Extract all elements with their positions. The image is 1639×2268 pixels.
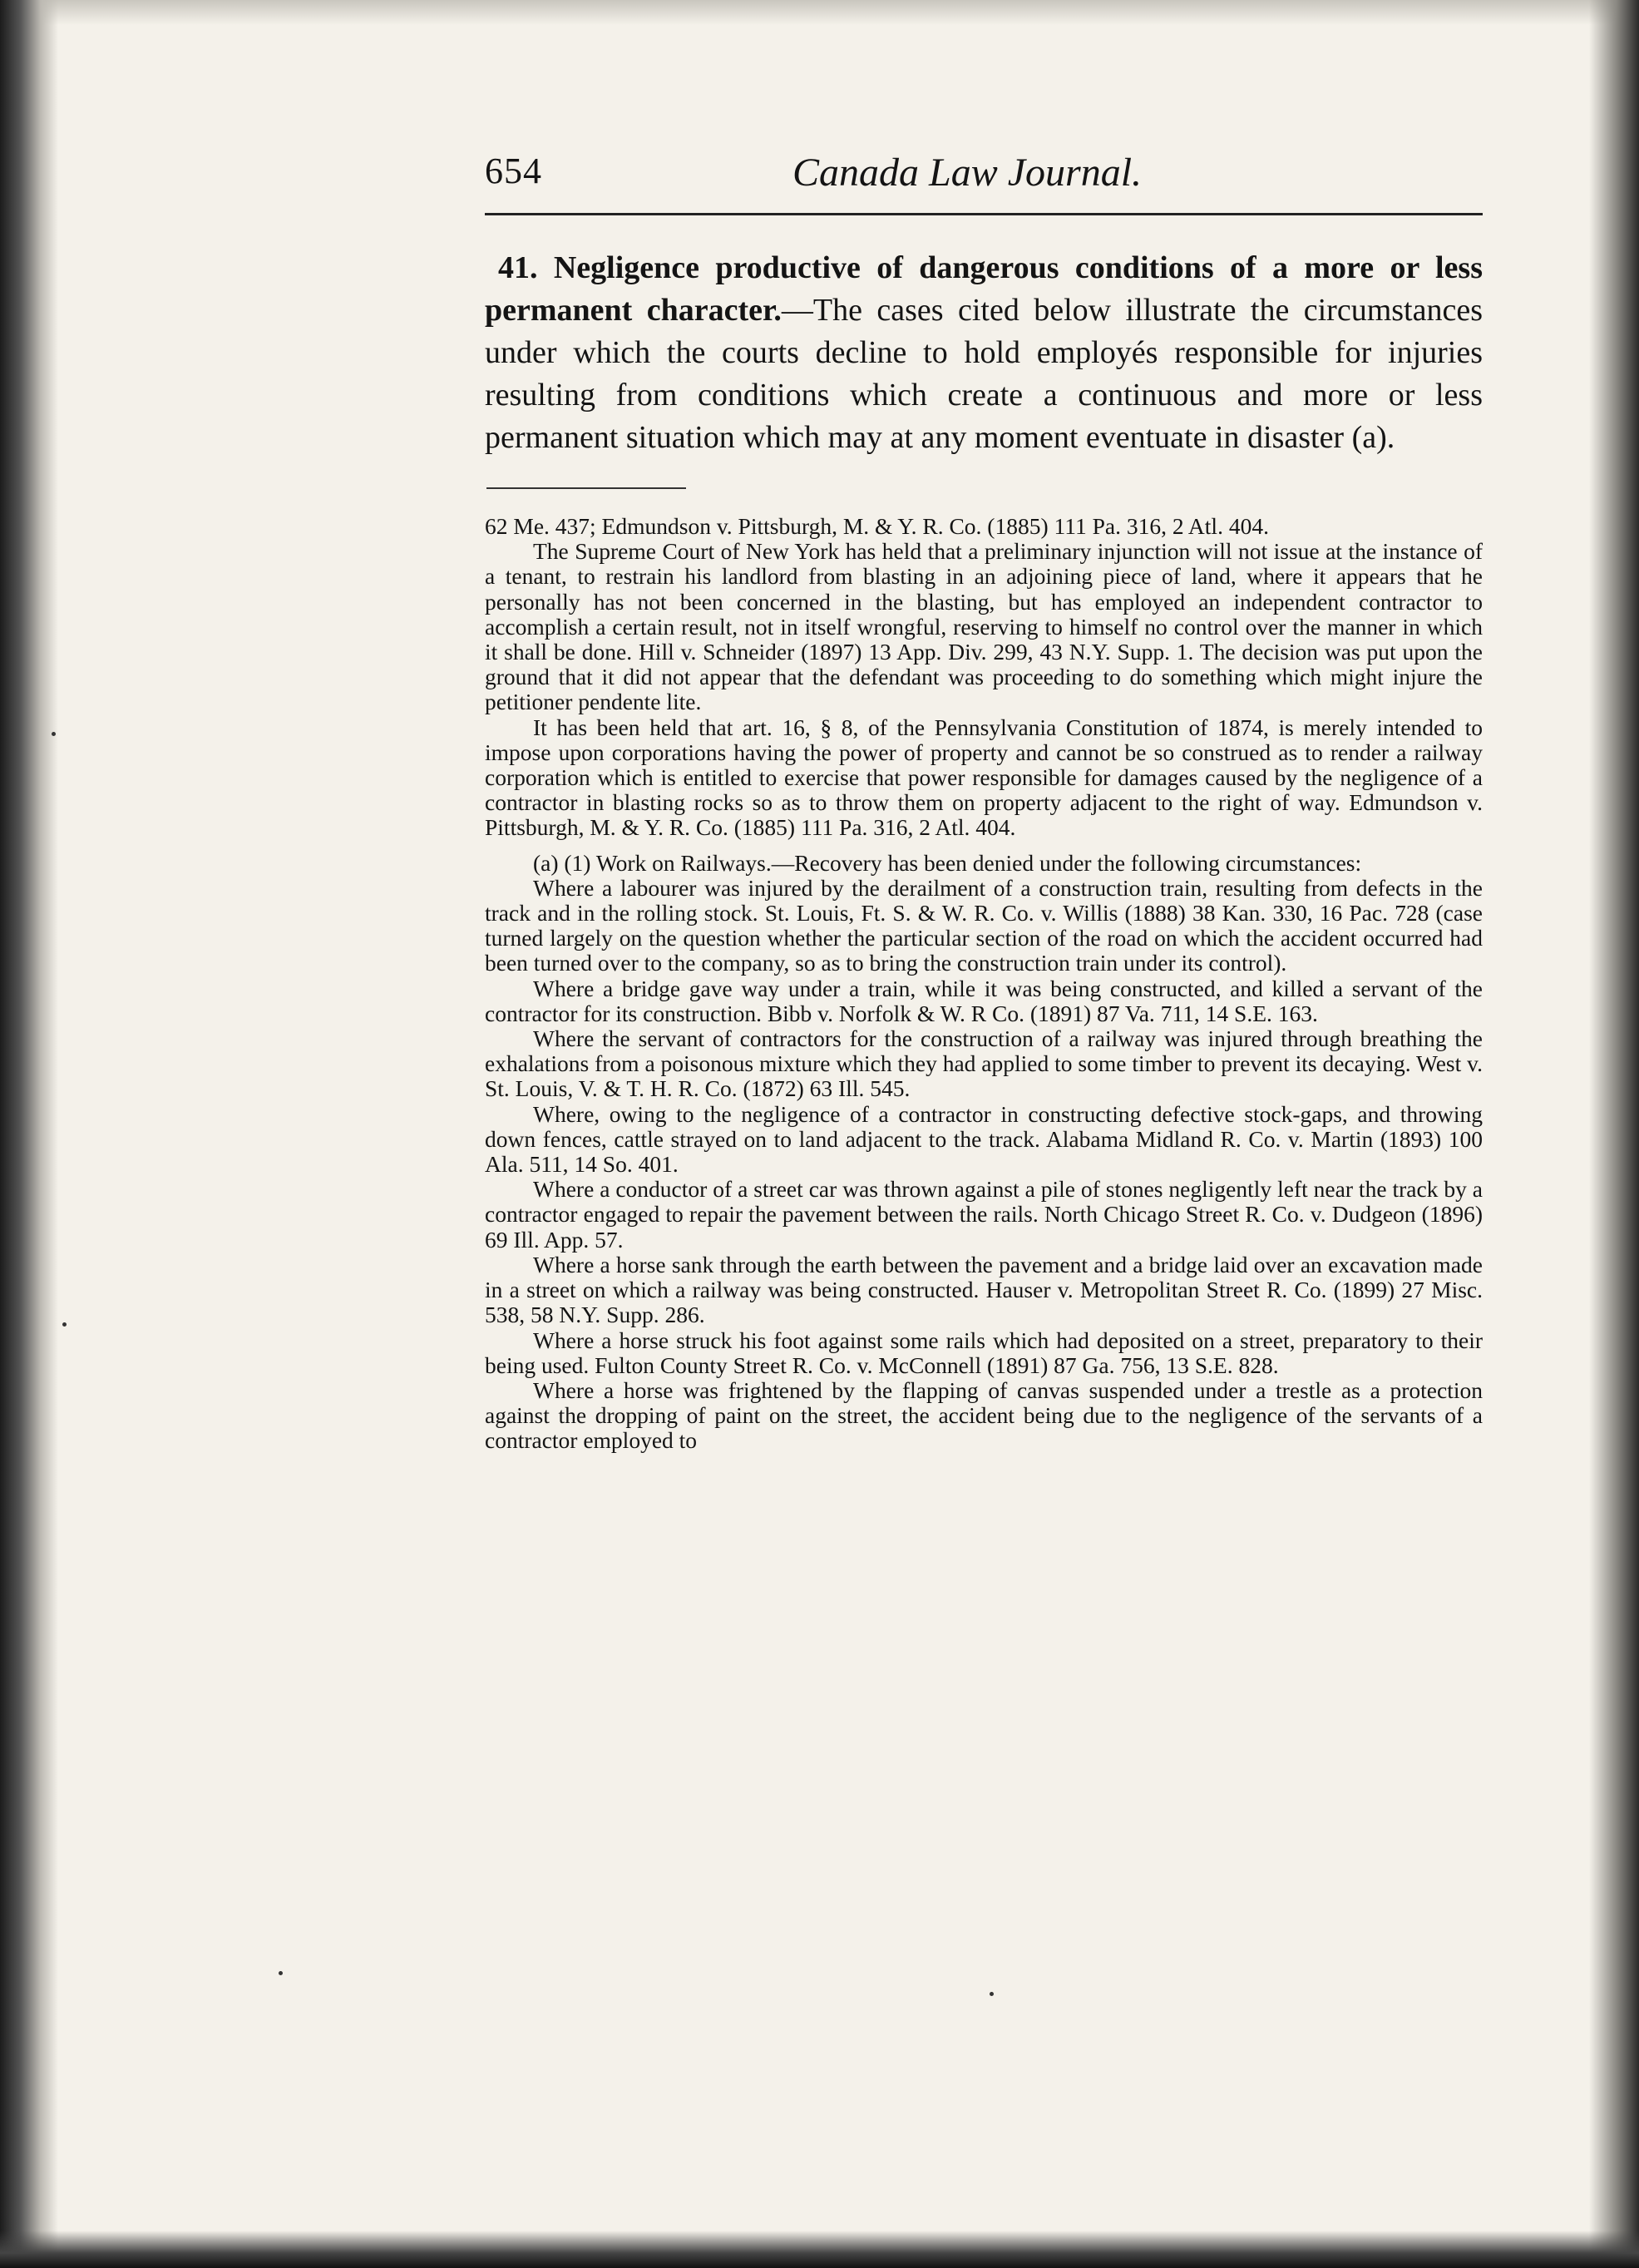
scan-speck: [279, 1971, 283, 1975]
scan-top-edge: [0, 0, 1639, 25]
footnote-paragraph: 62 Me. 437; Edmundson v. Pittsburgh, M. & Y. R. Co. (1885) 111 Pa. 316, 2 Atl. 404.: [485, 513, 1269, 539]
page-content: [485, 150, 1483, 1454]
footnote-paragraph: Where a horse struck his foot against some rails which had deposited on a street, preparatory to their being used. Fulton County Street R. Co. v. McConnell (1891) 87 Ga. 756, 13 S.E. 828.: [485, 1327, 1483, 1378]
section-number: 41.: [498, 250, 538, 285]
footnote-paragraph: Where, owing to the negligence of a contractor in constructing defective stock-gaps, and throwing down fences, cattle strayed on to land adjacent to the track. Alabama Midland R. Co. v. Martin (1893) 100 Ala. 511, 14 So. 401.: [485, 1100, 1483, 1178]
footnote-rule: [486, 487, 686, 489]
footnote-paragraph: The Supreme Court of New York has held that a preliminary injunction will not issue at the instance of a tenant, to restrain his landlord from blasting in an adjoining piece of land, where it appears that he personally has not been concerned in the blasting, but has employed an independent contractor to accomplish a certain result, not in itself wrongful, reserving to himself no control over the manner in which it shall be done. Hill v. Schneider (1897) 13 App. Div. 299, 43 N.Y. Supp. 1. The decision was put upon the ground that it did not appear that the defendant was proceeding to do something which might injure the petitioner pendente lite.: [485, 538, 1483, 715]
header-rule: [485, 213, 1483, 215]
scan-speck: [52, 732, 56, 736]
running-title: Canada Law Journal.: [792, 151, 1143, 195]
page-number: 654: [485, 151, 542, 191]
section-41: [485, 247, 1483, 459]
scan-speck: [990, 1992, 994, 1996]
scan-right-edge: [1589, 0, 1639, 2268]
footnotes: [485, 514, 1483, 1454]
footnote-paragraph: It has been held that art. 16, § 8, of the Pennsylvania Constitution of 1874, is merely intended to impose upon corporations having the power of property and cannot be so construed as to render a railway corporation which is entitled to exercise that power responsible for damages caused by the negligence of a contractor in blasting rocks so as to throw them on property adjacent to the right of way. Edmundson v. Pittsburgh, M. & Y. R. Co. (1885) 111 Pa. 316, 2 Atl. 404.: [485, 714, 1483, 841]
footnote-paragraph: (a) (1) Work on Railways.—Recovery has been denied under the following circumstances:: [533, 849, 1362, 876]
footnote-paragraph: Where a horse sank through the earth between the pavement and a bridge laid over an excavation made in a street on which a railway was being constructed. Hauser v. Metropolitan Street R. Co. (1899) 27 Misc. 538, 58 N.Y. Supp. 286.: [485, 1251, 1483, 1328]
footnote-paragraph: Where the servant of contractors for the construction of a railway was injured through breathing the exhalations from a poisonous mixture which they had applied to some timber to prevent its decaying. West v. St. Louis, V. & T. H. R. Co. (1872) 63 Ill. 545.: [485, 1025, 1483, 1102]
section-heading: Negligence productive of dangerous conditions of a more or less permanent character.: [485, 250, 1483, 328]
scan-speck: [62, 1322, 67, 1327]
page-header: [485, 150, 1483, 208]
footnote-paragraph: Where a horse was frightened by the flapping of canvas suspended under a trestle as a protection against the dropping of paint on the street, the accident being due to the negligence of the servants of a contractor employed to: [485, 1376, 1483, 1454]
section-text: —The cases cited below illustrate the circumstances under which the courts decline to hold employés responsible for injuries resulting from conditions which create a continuous and more or less permanent situation which may at any moment eventuate in disaster (a).: [485, 293, 1483, 455]
footnote-paragraph: Where a labourer was injured by the derailment of a construction train, resulting from defects in the track and in the rolling stock. St. Louis, Ft. S. & W. R. Co. v. Willis (1888) 38 Kan. 330, 16 Pac. 728 (case turned largely on the question whether the particular section of the road on which the accident occurred had been turned over to the company, so as to bring the construction train under its control).: [485, 874, 1483, 976]
scan-binding-edge: [0, 0, 58, 2268]
scan-bottom-edge: [0, 2231, 1639, 2268]
footnote-paragraph: Where a bridge gave way under a train, while it was being constructed, and killed a servant of the contractor for its construction. Bibb v. Norfolk & W. R Co. (1891) 87 Va. 711, 14 S.E. 163.: [485, 975, 1483, 1026]
footnote-paragraph: Where a conductor of a street car was thrown against a pile of stones negligently left near the track by a contractor engaged to repair the pavement between the rails. North Chicago Street R. Co. v. Dudgeon (1896) 69 Ill. App. 57.: [485, 1176, 1483, 1253]
